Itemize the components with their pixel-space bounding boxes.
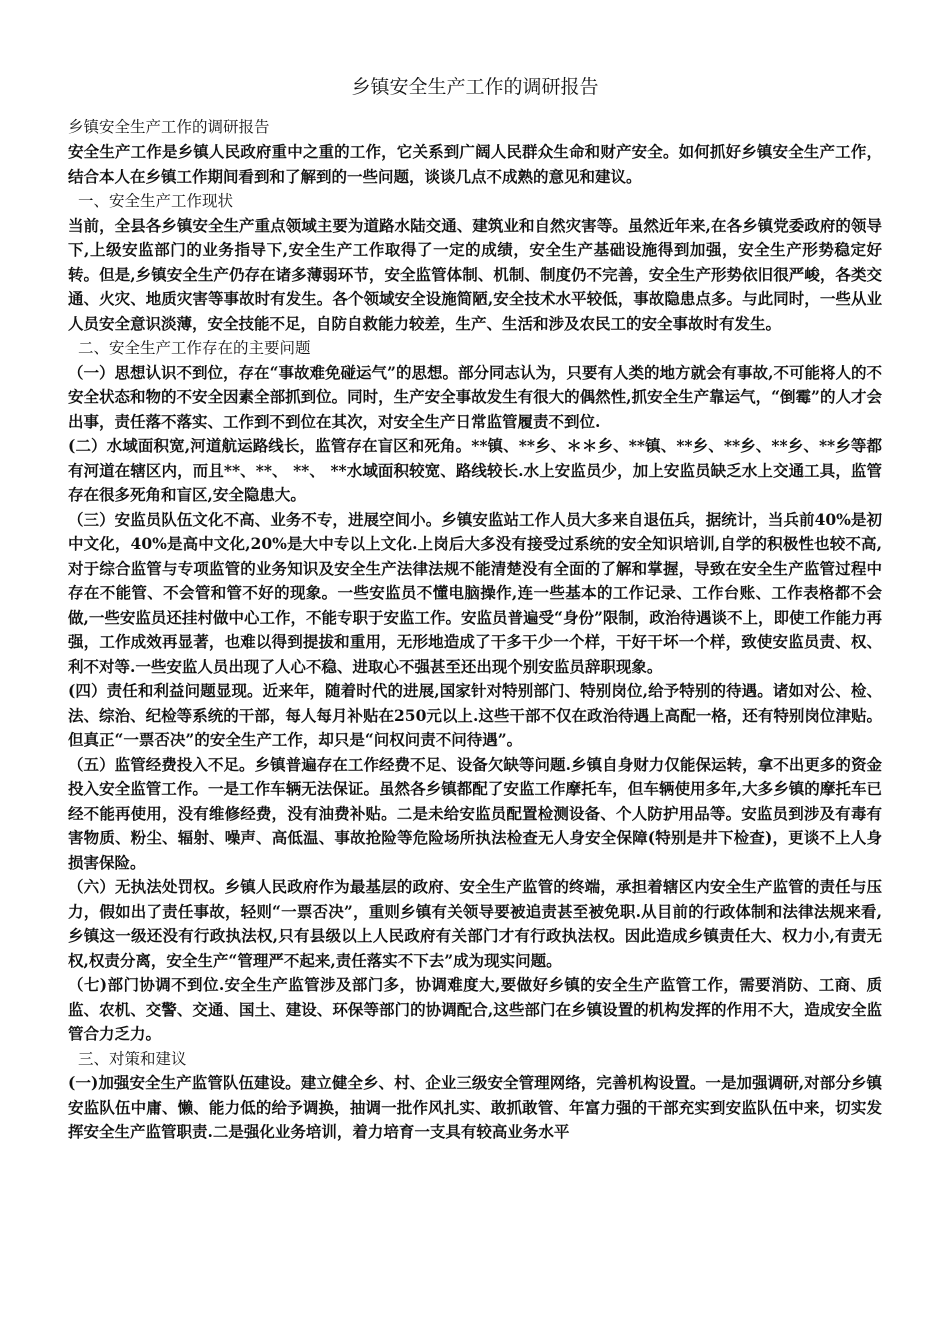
section-2-item-4: (四）责任和利益问题显现。近来年，随着时代的进展,国家针对特别部门、特别岗位,给予特别的待遇。诸如对公、检、法、综治、纪检等系统的干部，每人每月补贴在250元以上.这些干部不仅在政治待遇上高配一格，还有特别岗位津贴。但真正“一票否决”的安全生产工作，却只是“问权问责不问待遇”。: [68, 681, 882, 749]
document-title: 乡镇安全生产工作的调研报告: [351, 76, 599, 98]
section-2-item-5: （五）监管经费投入不足。乡镇普遍存在工作经费不足、设备欠缺等问题.乡镇自身财力仅能保运转，拿不出更多的资金投入安全监管工作。一是工作车辆无法保证。虽然各乡镇都配了安监工作摩托车，但车辆使用多年,大多乡镇的摩托车已经不能再使用，没有维修经费，没有油费补贴。二是未给安监员配置检测设备、个人防护用品等。安监员到涉及有毒有害物质、粉尘、辐射、噪声、高低温、事故抢险等危险场所执法检查无人身安全保障(特别是井下检查)，更谈不上人身损害保险。: [68, 754, 882, 872]
section-1-paragraph: 当前，全县各乡镇安全生产重点领域主要为道路水陆交通、建筑业和自然灾害等。虽然近年来,在各乡镇党委政府的领导下,上级安监部门的业务指导下,安全生产工作取得了一定的成绩，安全生产基础设施得到加强，安全生产形势稳定好转。但是,乡镇安全生产仍存在诸多薄弱环节，安全监管体制、机制、制度仍不完善，安全生产形势依旧很严峻，各类交通、火灾、地质灾害等事故时有发生。各个领域安全设施简陋,安全技术水平较低，事故隐患点多。与此同时，一些从业人员安全意识淡薄，安全技能不足，自防自救能力较差，生产、生活和涉及农民工的安全事故时有发生。: [68, 215, 882, 333]
section-heading-1: 一、安全生产工作现状: [78, 192, 234, 210]
document-page: [68, 70, 882, 1145]
document-subtitle: 乡镇安全生产工作的调研报告: [68, 118, 270, 136]
section-2-item-3: （三）安监员队伍文化不高、业务不专，进展空间小。乡镇安监站工作人员大多来自退伍兵，据统计，当兵前40%是初中文化，40%是高中文化,20%是大中专以上文化.上岗后大多没有接受过系统的安全知识培训,自学的积极性也较不高,对于综合监管与专项监管的业务知识及安全生产法律法规不能清楚没有全面的了解和掌握，导致在安全生产监管过程中存在不能管、不会管和管不好的现象。一些安监员不懂电脑操作,连一些基本的工作记录、工作台账、工作表格都不会做,一些安监员还挂村做中心工作，不能专职于安监工作。安监员普遍受“身份”限制，政治待遇谈不上，即使工作能力再强，工作成效再显著，也难以得到提拔和重用，无形地造成了干多干少一个样，干好干坏一个样，致使安监员责、权、利不对等.一些安监人员出现了人心不稳、进取心不强甚至还出现个别安监员辞职现象。: [68, 509, 882, 676]
section-2-item-6: （六）无执法处罚权。乡镇人民政府作为最基层的政府、安全生产监管的终端，承担着辖区内安全生产监管的责任与压力，假如出了责任事故，轻则“一票否决”，重则乡镇有关领导要被追责甚至被免职.从目前的行政体制和法律法规来看,乡镇这一级还没有行政执法权,只有县级以上人民政府有关部门才有行政执法权。因此造成乡镇责任大、权力小,有责无权,权责分离，安全生产“管理严不起来,责任落实不下去”成为现实问题。: [68, 877, 882, 970]
section-2-item-2: (二）水域面积宽,河道航运路线长，监管存在盲区和死角。**镇、**乡、＊＊乡、**镇、**乡、**乡、**乡、**乡等都有河道在辖区内，而且**、**、 **、 **水域面积较宽、路线较长.水上安监员少，加上安监员缺乏水上交通工具，监管存在很多死角和盲区,安全隐患大。: [68, 436, 882, 504]
intro-paragraph: 安全生产工作是乡镇人民政府重中之重的工作，它关系到广阔人民群众生命和财产安全。如何抓好乡镇安全生产工作，结合本人在乡镇工作期间看到和了解到的一些问题，谈谈几点不成熟的意见和建议。: [68, 142, 882, 186]
section-3-item-1: (一)加强安全生产监管队伍建设。建立健全乡、村、企业三级安全管理网络，完善机构设置。一是加强调研,对部分乡镇安监队伍中庸、懒、能力低的给予调换，抽调一批作风扎实、敢抓敢管、年富力强的干部充实到安监队伍中来，切实发挥安全生产监管职责.二是强化业务培训，着力培育一支具有较高业务水平: [68, 1073, 882, 1141]
section-2-item-1: （一）思想认识不到位，存在“事故难免碰运气”的思想。部分同志认为，只要有人类的地方就会有事故,不可能将人的不安全状态和物的不安全因素全部抓到位。同时，生产安全事故发生有很大的偶然性,抓安全生产靠运气，“倒霉”的人才会出事，责任落不落实、工作到不到位在其次，对安全生产日常监管履责不到位.: [68, 362, 882, 431]
section-heading-2: 二、安全生产工作存在的主要问题: [78, 339, 311, 357]
section-heading-3: 三、对策和建议: [78, 1049, 187, 1068]
section-2-item-7: （七)部门协调不到位.安全生产监管涉及部门多，协调难度大,要做好乡镇的安全生产监管工作，需要消防、工商、质监、农机、交警、交通、国土、建设、环保等部门的协调配合,这些部门在乡镇设置的机构发挥的作用不大，造成安全监管合力乏力。: [68, 975, 882, 1043]
